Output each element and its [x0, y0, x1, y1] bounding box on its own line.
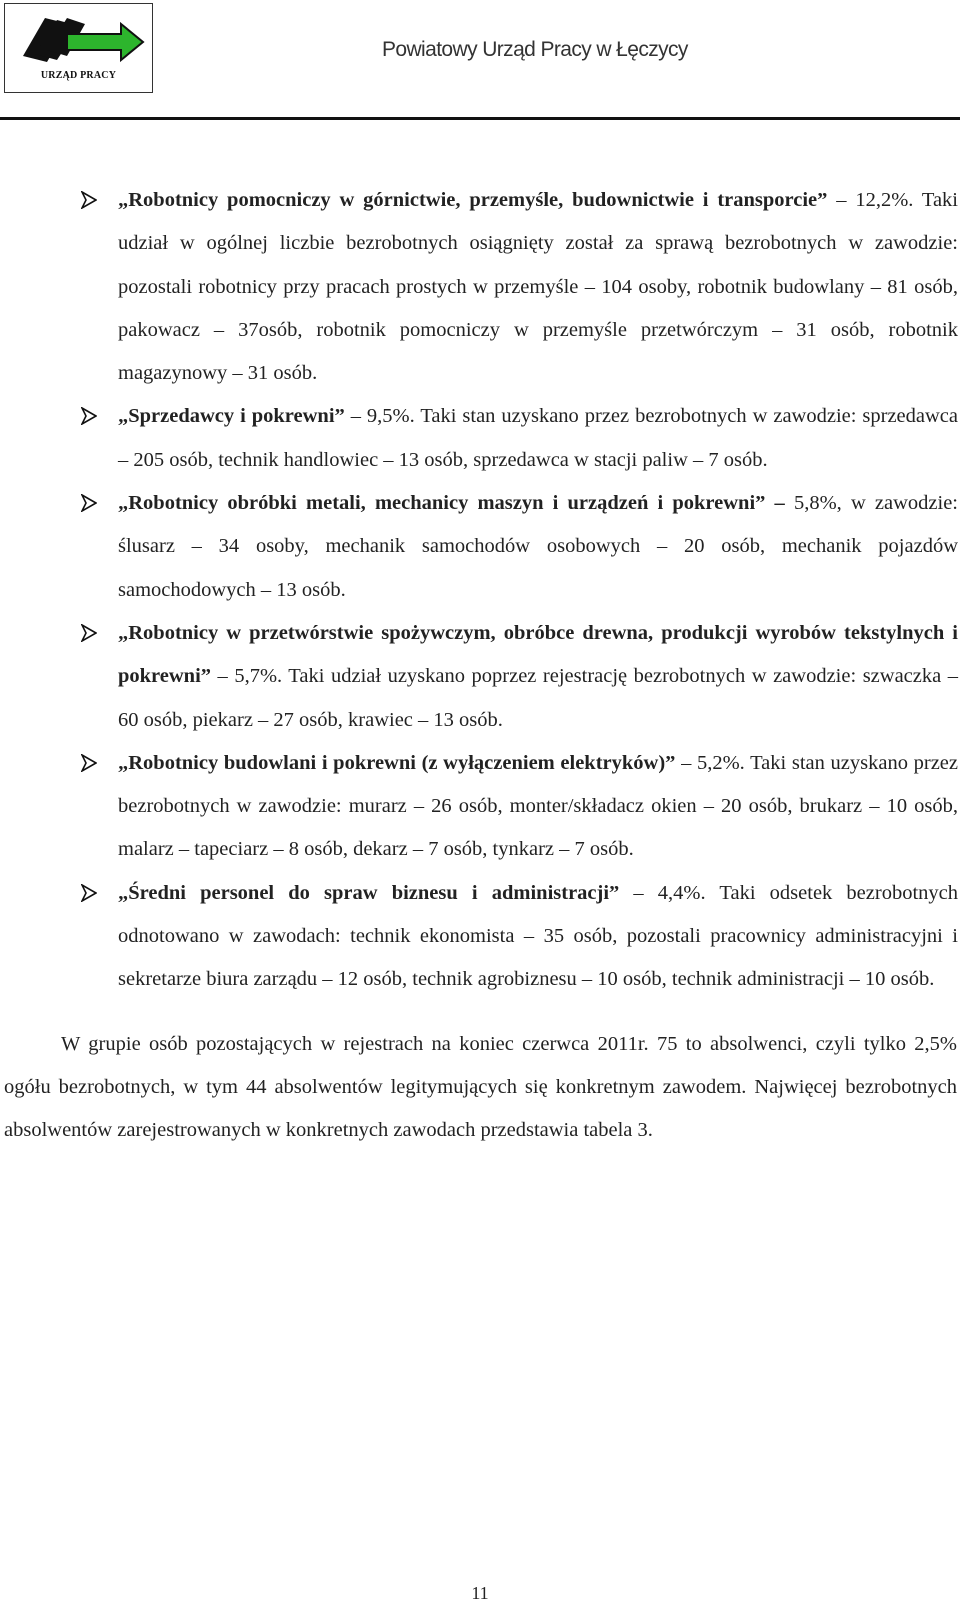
page-header	[0, 0, 960, 124]
item-heading: „Średni personel do spraw biznesu i administracji”	[118, 881, 620, 904]
item-body: 5,8%, w zawodzie: ślusarz – 34 osoby, mechanik samochodów osobowych – 20 osób, mechanik pojazdów samochodowych – 13 osób.	[118, 492, 958, 601]
urzad-pracy-logo	[4, 3, 153, 93]
item-heading: „Robotnicy pomocniczy w górnictwie, przemyśle, budownictwie i transporcie”	[118, 189, 828, 211]
item-heading: „Robotnicy obróbki metali, mechanicy maszyn i urządzeń i pokrewni” –	[118, 492, 785, 515]
list-item	[118, 742, 958, 872]
arrow-bullet-icon	[81, 482, 101, 525]
arrow-bullet-icon	[81, 612, 101, 655]
list-item	[118, 482, 958, 612]
item-body: – 4,4%. Taki odsetek bezrobotnych odnotowano w zawodach: technik ekonomista – 35 osób, pozostali pracownicy administracyjni i sekretarze biura zarządu – 12 osób, technik agrobiznesu – 10 osób, technik administracji – 10 osób.	[118, 881, 958, 991]
item-heading: „Robotnicy budowlani i pokrewni (z wyłączeniem elektryków)”	[118, 751, 676, 774]
occupation-group-list	[0, 179, 960, 1002]
header-rule	[0, 117, 960, 120]
arrow-bullet-icon	[81, 872, 101, 915]
item-body: – 5,7%. Taki udział uzyskano poprzez rejestrację bezrobotnych w zawodzie: szwaczka – 60 osób, piekarz – 27 osób, krawiec – 13 osób.	[118, 665, 958, 731]
list-item	[118, 872, 958, 1002]
logo-caption: URZĄD PRACY	[40, 70, 117, 81]
item-body: – 5,2%. Taki stan uzyskano przez bezrobotnych w zawodzie: murarz – 26 osób, monter/składacz okien – 20 osób, brukarz – 10 osób, malarz – tapeciarz – 8 osób, dekarz – 7 osób, tynkarz – 7 osób.	[118, 751, 958, 861]
list-item	[118, 395, 958, 482]
graduates-paragraph: W grupie osób pozostających w rejestrach na koniec czerwca 2011r. 75 to absolwenci, czyli tylko 2,5% ogółu bezrobotnych, w tym 44 absolwentów legitymujących się konkretnym zawodem. Najwięcej bezrobotnych absolwentów zarejestrowanych w konkretnych zawodach przedstawia tabela 3.	[4, 1032, 957, 1142]
item-heading: „Sprzedawcy i pokrewni”	[118, 405, 345, 428]
logo-graphic-icon	[11, 10, 148, 68]
list-item	[118, 179, 958, 395]
office-name: Powiatowy Urząd Pracy w Łęczycy	[382, 38, 688, 61]
item-body: – 9,5%. Taki stan uzyskano przez bezrobotnych w zawodzie: sprzedawca – 205 osób, technik handlowiec – 13 osób, sprzedawca w stacji paliw – 7 osób.	[118, 405, 958, 471]
page-number: 11	[471, 1583, 489, 1603]
page-content	[0, 179, 960, 1153]
item-heading: „Robotnicy w przetwórstwie spożywczym, obróbce drewna, produkcji wyrobów tekstylnych i pokrewni”	[118, 621, 958, 688]
item-body: – 12,2%. Taki udział w ogólnej liczbie bezrobotnych osiągnięty został za sprawą bezrobotnych w zawodzie: pozostali robotnicy przy pracach prostych w przemyśle – 104 osoby, robotnik budowlany – 81 osób, pakowacz – 37osób, robotnik pomocniczy w przemyśle przetwórczym – 31 osób, robotnik magazynowy – 31 osób.	[118, 189, 958, 385]
arrow-bullet-icon	[81, 395, 101, 438]
list-item	[118, 612, 958, 742]
arrow-bullet-icon	[81, 179, 101, 222]
arrow-bullet-icon	[81, 742, 101, 785]
